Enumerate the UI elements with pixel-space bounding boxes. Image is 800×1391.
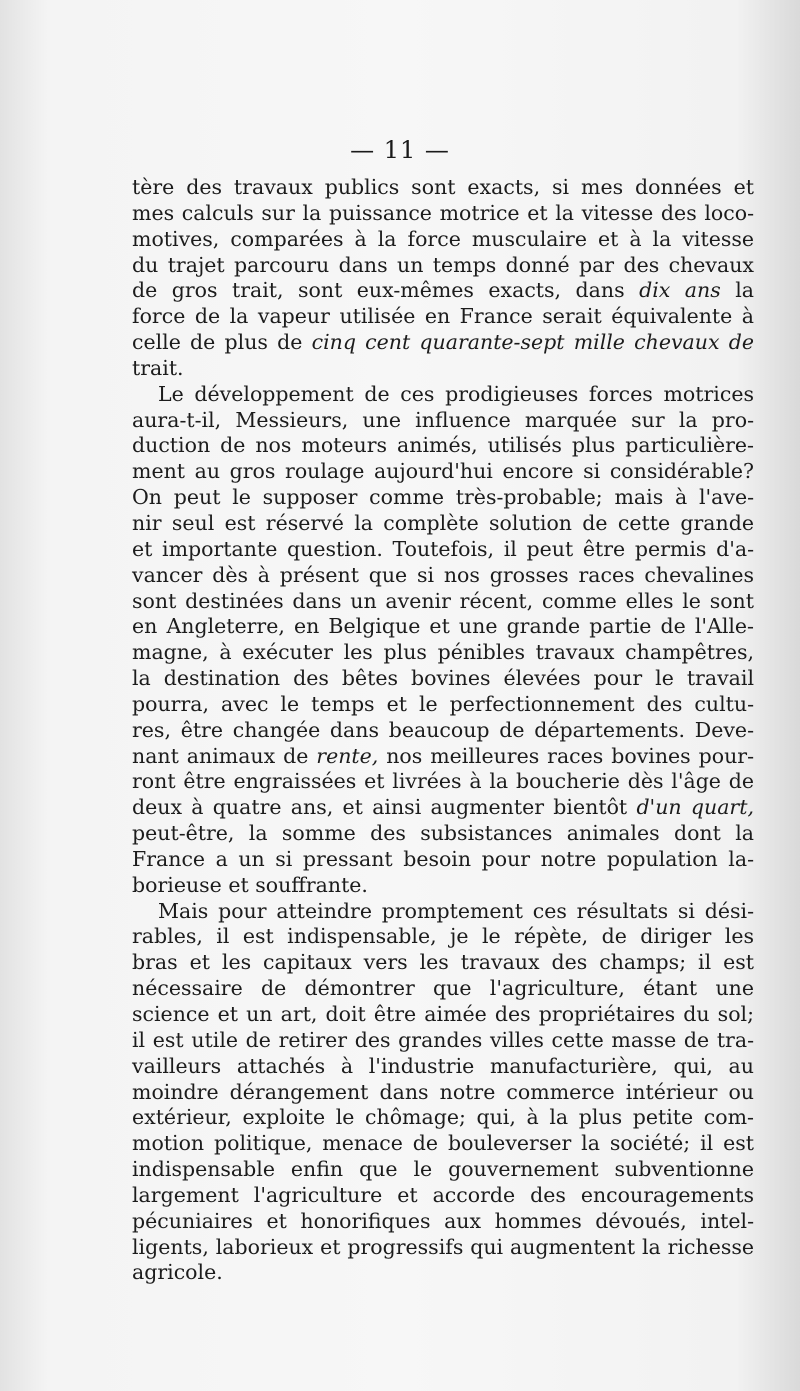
text-line: peut-être, la somme des subsistances animales dont la	[132, 821, 754, 846]
text-line: indispensable enfin que le gouvernement subventionne	[132, 1157, 754, 1182]
text-line: pécuniaires et honorifiques aux hommes dévoués, intel-	[132, 1208, 754, 1233]
text-line: motives, comparées à la force musculaire et à la vitesse	[132, 226, 754, 251]
text-line: agricole.	[132, 1260, 223, 1285]
text-line: nant animaux de rente, nos meilleures races bovines pour-	[132, 743, 754, 768]
paragraph	[132, 382, 754, 899]
text-line: vailleurs attachés à l'industrie manufacturière, qui, au	[132, 1053, 754, 1078]
text-line: en Angleterre, en Belgique et une grande partie de l'Alle-	[132, 614, 754, 639]
paragraph	[132, 175, 754, 382]
text-line: du trajet parcouru dans un temps donné par des chevaux	[132, 252, 754, 277]
text-line: science et un art, doit être aimée des propriétaires du sol;	[132, 1002, 754, 1026]
page-number: — 11 —	[350, 136, 450, 164]
text-line: deux à quatre ans, et ainsi augmenter bientôt d'un quart,	[132, 795, 754, 820]
text-line: tère des travaux publics sont exacts, si mes données et	[132, 175, 754, 199]
text-line: duction de nos moteurs animés, utilisés plus particulière-	[132, 433, 754, 458]
text-line: magne, à exécuter les plus pénibles travaux champêtres,	[132, 640, 754, 665]
text-line: force de la vapeur utilisée en France serait équivalente à	[132, 304, 754, 329]
text-line: extérieur, exploite le chômage; qui, à la plus petite com-	[132, 1105, 754, 1130]
text-line: trait.	[132, 355, 184, 380]
text-line: bras et les capitaux vers les travaux des champs; il est	[132, 950, 754, 975]
text-line: et importante question. Toutefois, il peut être permis d'a-	[132, 536, 754, 561]
text-line: pourra, avec le temps et le perfectionnement des cultu-	[132, 691, 754, 716]
text-line: borieuse et souffrante.	[132, 872, 368, 897]
text-line: ment au gros roulage aujourd'hui encore si considérable?	[132, 459, 754, 484]
text-line: ligents, laborieux et progressifs qui augmentent la richesse	[132, 1234, 754, 1259]
text-line: Le développement de ces prodigieuses forces motrices	[158, 381, 754, 406]
text-line: aura-t-il, Messieurs, une influence marquée sur la pro-	[132, 407, 754, 432]
text-line: On peut le supposer comme très-probable; mais à l'ave-	[132, 485, 754, 510]
text-line: vancer dès à présent que si nos grosses races chevalines	[132, 562, 754, 587]
text-line: nir seul est réservé la complète solution de cette grande	[132, 510, 754, 535]
text-line: France a un si pressant besoin pour notre population la-	[132, 846, 754, 871]
text-line: rables, il est indispensable, je le répète, de diriger les	[132, 924, 754, 949]
text-line: mes calculs sur la puissance motrice et la vitesse des loco-	[132, 200, 754, 225]
text-line: de gros trait, sont eux-mêmes exacts, dans dix ans la	[132, 278, 755, 303]
text-line: nécessaire de démontrer que l'agriculture, étant une	[132, 976, 754, 1001]
text-line: sont destinées dans un avenir récent, comme elles le sont	[132, 588, 754, 613]
text-line: il est utile de retirer des grandes villes cette masse de tra-	[132, 1027, 754, 1052]
text-line: Mais pour atteindre promptement ces résultats si dési-	[158, 898, 754, 923]
body-text	[132, 175, 754, 1286]
paragraph	[132, 899, 754, 1287]
text-line: moindre dérangement dans notre commerce intérieur ou	[132, 1079, 754, 1104]
text-line: ront être engraissées et livrées à la boucherie dès l'âge de	[132, 769, 754, 794]
text-line: motion politique, menace de bouleverser la société; il est	[132, 1131, 754, 1156]
text-line: res, être changée dans beaucoup de départements. Deve-	[132, 717, 754, 742]
text-line: largement l'agriculture et accorde des encouragements	[132, 1182, 754, 1207]
text-line: la destination des bêtes bovines élevées pour le travail	[132, 666, 754, 691]
text-line: celle de plus de cinq cent quarante-sept mille chevaux de	[132, 330, 754, 355]
